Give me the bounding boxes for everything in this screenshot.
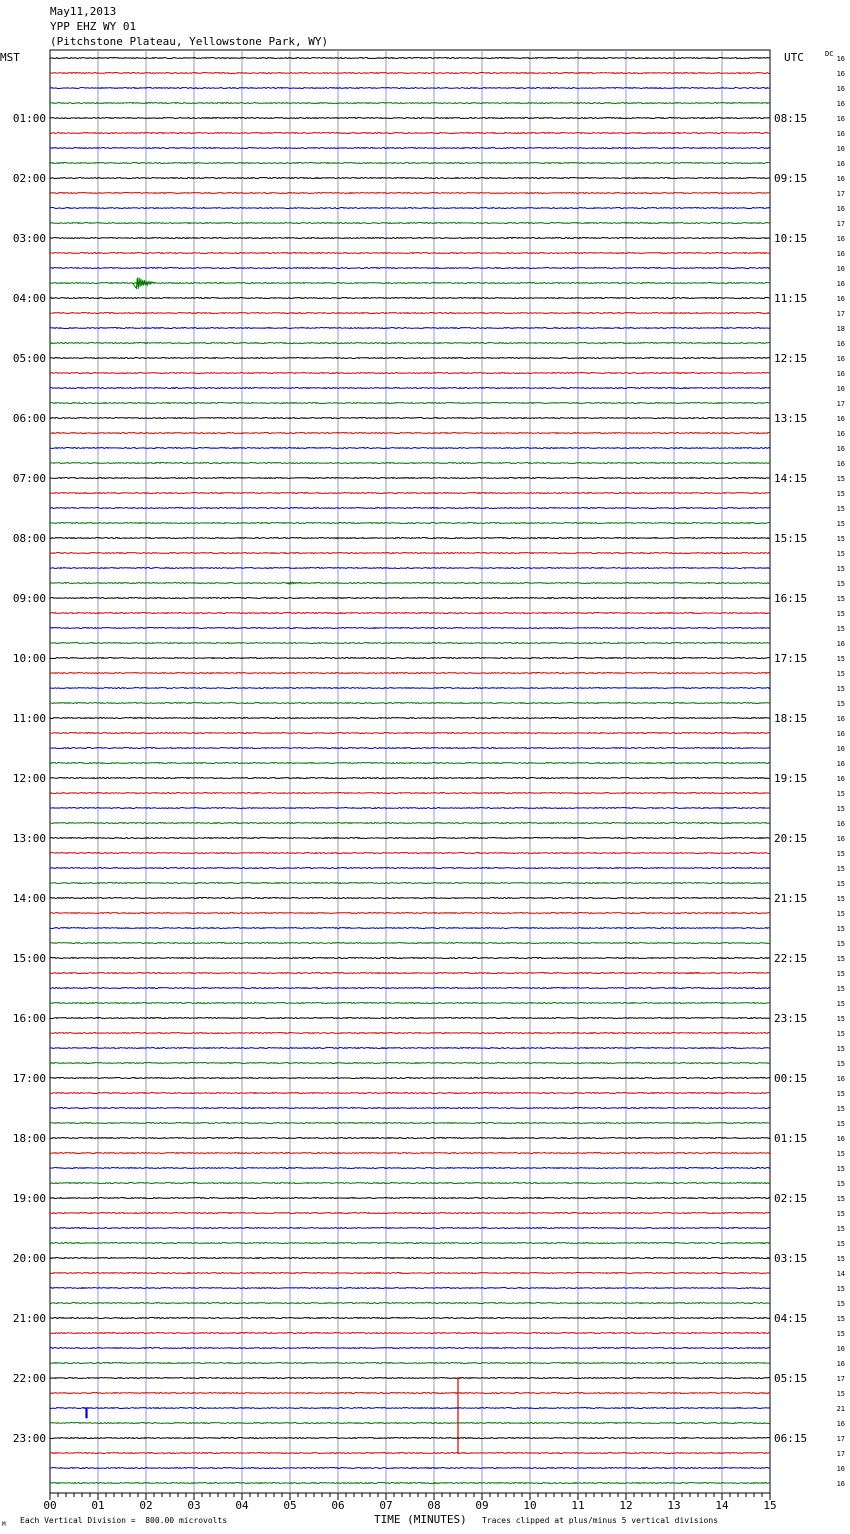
utc-hour-label: 03:15 xyxy=(774,1252,808,1265)
seismic-trace xyxy=(50,1317,770,1318)
dc-offset-value: 15 xyxy=(836,1180,845,1188)
seismic-trace xyxy=(50,1227,770,1228)
dc-offset-value: 16 xyxy=(836,730,845,738)
utc-hour-label: 05:15 xyxy=(774,1372,808,1385)
dc-offset-value: 15 xyxy=(836,685,845,693)
x-tick-label: 14 xyxy=(715,1499,729,1512)
dc-offset-value: 15 xyxy=(836,1315,845,1323)
seismic-trace xyxy=(50,372,770,373)
mst-hour-label: 11:00 xyxy=(12,712,46,725)
dc-offset-value: 16 xyxy=(836,1480,845,1488)
dc-offset-value: 16 xyxy=(836,820,845,828)
utc-hour-label: 19:15 xyxy=(774,772,808,785)
dc-offset-value: 15 xyxy=(836,955,845,963)
seismic-trace xyxy=(50,132,770,133)
x-tick-label: 12 xyxy=(619,1499,633,1512)
seismic-trace xyxy=(50,852,770,853)
dc-offset-value: 16 xyxy=(836,160,845,168)
x-tick-label: 07 xyxy=(379,1499,393,1512)
seismic-trace xyxy=(50,147,770,148)
seismic-trace xyxy=(50,1362,770,1363)
seismic-trace xyxy=(50,627,770,628)
seismic-trace xyxy=(50,1407,770,1408)
x-tick-label: 08 xyxy=(427,1499,441,1512)
dc-offset-value: 15 xyxy=(836,1120,845,1128)
dc-offset-value: 15 xyxy=(836,1105,845,1113)
seismic-trace xyxy=(50,1452,770,1453)
utc-hour-label: 02:15 xyxy=(774,1192,808,1205)
x-tick-label: 01 xyxy=(91,1499,105,1512)
seismic-trace xyxy=(50,882,770,883)
dc-offset-value: 16 xyxy=(836,1420,845,1428)
dc-offset-value: 15 xyxy=(836,1030,845,1038)
dc-offset-value: 16 xyxy=(836,1465,845,1473)
dc-offset-value: 17 xyxy=(836,1435,845,1443)
dc-offset-value: 15 xyxy=(836,475,845,483)
dc-offset-value: 16 xyxy=(836,835,845,843)
dc-offset-value: 15 xyxy=(836,595,845,603)
seismic-trace xyxy=(50,1092,770,1093)
seismic-trace xyxy=(50,867,770,868)
dc-offset-value: 15 xyxy=(836,940,845,948)
dc-offset-value: 17 xyxy=(836,220,845,228)
seismic-trace xyxy=(50,162,770,163)
x-tick-label: 03 xyxy=(187,1499,201,1512)
seismic-trace xyxy=(50,222,770,223)
seismic-trace xyxy=(50,687,770,688)
dc-offset-value: 15 xyxy=(836,1195,845,1203)
seismic-trace xyxy=(50,1422,770,1423)
dc-offset-value: 15 xyxy=(836,1390,845,1398)
x-tick-label: 00 xyxy=(43,1499,57,1512)
utc-hour-label: 13:15 xyxy=(774,412,808,425)
dc-offset-value: 15 xyxy=(836,580,845,588)
seismic-trace xyxy=(50,1392,770,1393)
dc-offset-value: 16 xyxy=(836,265,845,273)
seismic-trace xyxy=(50,657,770,658)
dc-offset-value: 15 xyxy=(836,910,845,918)
dc-offset-value: 18 xyxy=(836,325,845,333)
dc-offset-value: 16 xyxy=(836,175,845,183)
seismic-trace xyxy=(50,207,770,208)
utc-hour-label: 16:15 xyxy=(774,592,808,605)
mst-hour-label: 13:00 xyxy=(12,832,46,845)
dc-offset-value: 15 xyxy=(836,535,845,543)
dc-offset-value: 15 xyxy=(836,505,845,513)
seismic-trace xyxy=(50,1467,770,1468)
utc-hour-label: 21:15 xyxy=(774,892,808,905)
seismic-trace xyxy=(50,717,770,718)
seismic-trace xyxy=(50,237,770,238)
dc-offset-value: 15 xyxy=(836,1150,845,1158)
seismic-trace xyxy=(50,252,770,253)
dc-offset-value: 16 xyxy=(836,415,845,423)
dc-offset-value: 16 xyxy=(836,340,845,348)
x-tick-label: 09 xyxy=(475,1499,489,1512)
dc-offset-value: 15 xyxy=(836,1090,845,1098)
dc-offset-value: 16 xyxy=(836,430,845,438)
mst-hour-label: 09:00 xyxy=(12,592,46,605)
seismic-trace xyxy=(50,837,770,838)
mst-hour-label: 01:00 xyxy=(12,112,46,125)
seismic-trace xyxy=(50,1152,770,1153)
dc-offset-value: 16 xyxy=(836,775,845,783)
utc-hour-label: 06:15 xyxy=(774,1432,808,1445)
dc-offset-value: 15 xyxy=(836,520,845,528)
seismic-trace xyxy=(50,1482,770,1483)
dc-offset-value: 16 xyxy=(836,1075,845,1083)
dc-offset-value: 15 xyxy=(836,1000,845,1008)
dc-offset-value: 17 xyxy=(836,1450,845,1458)
seismic-trace xyxy=(50,702,770,703)
seismic-trace xyxy=(50,387,770,388)
seismic-trace xyxy=(50,297,770,298)
seismic-trace xyxy=(50,87,770,88)
seismic-trace xyxy=(50,1272,770,1273)
utc-hour-label: 04:15 xyxy=(774,1312,808,1325)
seismic-trace xyxy=(50,1287,770,1288)
seismic-trace xyxy=(50,117,770,118)
left-timezone-label: MST xyxy=(0,51,20,64)
dc-offset-value: 15 xyxy=(836,610,845,618)
x-tick-label: 06 xyxy=(331,1499,345,1512)
seismic-trace xyxy=(50,492,770,493)
axis-label-group xyxy=(13,55,845,1512)
dc-offset-value: 16 xyxy=(836,280,845,288)
dc-offset-value: 15 xyxy=(836,895,845,903)
utc-hour-label: 17:15 xyxy=(774,652,808,665)
dc-offset-value: 15 xyxy=(836,1285,845,1293)
dc-offset-value: 15 xyxy=(836,790,845,798)
seismic-trace xyxy=(50,507,770,508)
dc-offset-value: 16 xyxy=(836,250,845,258)
station-location: (Pitchstone Plateau, Yellowstone Park, WY) xyxy=(50,35,329,48)
seismic-trace xyxy=(50,1242,770,1243)
dc-offset-value: 15 xyxy=(836,625,845,633)
x-tick-label: 10 xyxy=(523,1499,537,1512)
seismic-trace xyxy=(50,462,770,463)
seismic-trace xyxy=(50,567,770,568)
seismic-trace xyxy=(50,762,770,763)
utc-hour-label: 08:15 xyxy=(774,112,808,125)
seismic-trace xyxy=(50,402,770,403)
seismic-trace xyxy=(50,1077,770,1078)
dc-offset-value: 15 xyxy=(836,865,845,873)
utc-hour-label: 00:15 xyxy=(774,1072,808,1085)
seismic-trace xyxy=(50,1047,770,1048)
seismic-trace xyxy=(50,912,770,913)
station-code: YPP EHZ WY 01 xyxy=(50,20,137,33)
mst-hour-label: 22:00 xyxy=(12,1372,46,1385)
dc-offset-value: 15 xyxy=(836,985,845,993)
corner-mark: M xyxy=(2,1521,6,1528)
seismic-trace xyxy=(50,747,770,748)
dc-offset-value: 14 xyxy=(836,1270,845,1278)
dc-offset-value: 16 xyxy=(836,85,845,93)
seismic-trace xyxy=(50,447,770,448)
dc-offset-value: 16 xyxy=(836,115,845,123)
dc-offset-value: 17 xyxy=(836,190,845,198)
seismic-trace xyxy=(50,1017,770,1018)
dc-offset-value: 15 xyxy=(836,1045,845,1053)
utc-hour-label: 01:15 xyxy=(774,1132,808,1145)
seismic-trace xyxy=(50,342,770,343)
utc-hour-label: 20:15 xyxy=(774,832,808,845)
x-tick-label: 05 xyxy=(283,1499,297,1512)
mst-hour-label: 20:00 xyxy=(12,1252,46,1265)
mst-hour-label: 05:00 xyxy=(12,352,46,365)
dc-offset-value: 15 xyxy=(836,490,845,498)
seismic-trace xyxy=(50,1002,770,1003)
seismic-trace xyxy=(50,1347,770,1348)
dc-offset-value: 15 xyxy=(836,1330,845,1338)
seismic-trace xyxy=(50,732,770,733)
dc-offset-value: 15 xyxy=(836,850,845,858)
mst-hour-label: 03:00 xyxy=(12,232,46,245)
mst-hour-label: 08:00 xyxy=(12,532,46,545)
seismic-trace xyxy=(50,312,770,313)
seismic-trace xyxy=(50,282,770,283)
utc-hour-label: 22:15 xyxy=(774,952,808,965)
seismic-trace xyxy=(50,822,770,823)
utc-hour-label: 10:15 xyxy=(774,232,808,245)
plot-frame xyxy=(50,50,770,1493)
seismic-trace xyxy=(50,552,770,553)
dc-offset-value: 15 xyxy=(836,1255,845,1263)
utc-hour-label: 18:15 xyxy=(774,712,808,725)
event-step xyxy=(83,1408,87,1418)
utc-hour-label: 11:15 xyxy=(774,292,808,305)
seismic-trace xyxy=(50,537,770,538)
dc-offset-value: 15 xyxy=(836,1165,845,1173)
seismic-trace xyxy=(50,327,770,328)
mst-hour-label: 06:00 xyxy=(12,412,46,425)
seismic-trace xyxy=(50,1122,770,1123)
x-tick-label: 04 xyxy=(235,1499,249,1512)
seismic-trace xyxy=(50,72,770,73)
dc-offset-value: 16 xyxy=(836,235,845,243)
seismic-trace xyxy=(50,897,770,898)
dc-offset-value: 15 xyxy=(836,880,845,888)
dc-offset-value: 15 xyxy=(836,550,845,558)
dc-offset-value: 17 xyxy=(836,1375,845,1383)
dc-offset-value: 15 xyxy=(836,670,845,678)
seismic-trace xyxy=(50,792,770,793)
mst-hour-label: 14:00 xyxy=(12,892,46,905)
seismic-trace xyxy=(50,957,770,958)
seismic-trace xyxy=(50,777,770,778)
seismic-trace xyxy=(50,642,770,643)
seismic-trace xyxy=(50,177,770,178)
dc-offset-value: 15 xyxy=(836,970,845,978)
dc-offset-value: 16 xyxy=(836,205,845,213)
dc-offset-value: 17 xyxy=(836,400,845,408)
utc-hour-label: 23:15 xyxy=(774,1012,808,1025)
dc-offset-value: 15 xyxy=(836,1240,845,1248)
seismic-trace xyxy=(50,1437,770,1438)
utc-hour-label: 09:15 xyxy=(774,172,808,185)
seismic-trace xyxy=(50,1377,770,1378)
mst-hour-label: 10:00 xyxy=(12,652,46,665)
dc-offset-value: 16 xyxy=(836,760,845,768)
seismic-trace xyxy=(50,1212,770,1213)
mst-hour-label: 15:00 xyxy=(12,952,46,965)
dc-offset-value: 15 xyxy=(836,565,845,573)
seismic-trace xyxy=(50,357,770,358)
clip-note: Traces clipped at plus/minus 5 vertical divisions xyxy=(482,1516,719,1525)
dc-offset-value: 17 xyxy=(836,310,845,318)
seismic-trace xyxy=(50,1182,770,1183)
seismic-trace xyxy=(50,102,770,103)
dc-offset-value: 15 xyxy=(836,925,845,933)
mst-hour-label: 12:00 xyxy=(12,772,46,785)
seismic-trace xyxy=(50,942,770,943)
utc-hour-label: 15:15 xyxy=(774,532,808,545)
mst-hour-label: 16:00 xyxy=(12,1012,46,1025)
seismic-trace xyxy=(50,1167,770,1168)
x-tick-label: 02 xyxy=(139,1499,153,1512)
seismic-trace xyxy=(50,522,770,523)
seismic-trace xyxy=(50,612,770,613)
seismic-trace xyxy=(50,192,770,193)
seismic-trace xyxy=(50,927,770,928)
dc-offset-value: 15 xyxy=(836,1300,845,1308)
x-tick-label: 13 xyxy=(667,1499,681,1512)
dc-offset-value: 16 xyxy=(836,295,845,303)
dc-offset-value: 15 xyxy=(836,1015,845,1023)
x-tick-label: 11 xyxy=(571,1499,585,1512)
dc-offset-value: 15 xyxy=(836,805,845,813)
seismic-trace xyxy=(50,582,770,583)
mst-hour-label: 07:00 xyxy=(12,472,46,485)
dc-offset-value: 16 xyxy=(836,130,845,138)
seismic-trace xyxy=(50,417,770,418)
dc-offset-value: 16 xyxy=(836,145,845,153)
seismic-trace xyxy=(50,1107,770,1108)
mst-hour-label: 19:00 xyxy=(12,1192,46,1205)
scale-note: Each Vertical Division = 800.00 microvolts xyxy=(20,1516,228,1525)
seismic-trace xyxy=(50,987,770,988)
seismic-trace xyxy=(50,57,770,58)
seismic-trace xyxy=(50,1257,770,1258)
seismic-trace xyxy=(50,432,770,433)
dc-offset-value: 15 xyxy=(836,1060,845,1068)
seismic-trace xyxy=(50,1302,770,1303)
mst-hour-label: 23:00 xyxy=(12,1432,46,1445)
dc-offset-value: 16 xyxy=(836,715,845,723)
dc-offset-value: 16 xyxy=(836,1345,845,1353)
seismic-trace xyxy=(50,597,770,598)
seismic-trace xyxy=(50,972,770,973)
dc-offset-value: 16 xyxy=(836,745,845,753)
seismic-trace xyxy=(50,267,770,268)
dc-offset-value: 16 xyxy=(836,1360,845,1368)
dc-offset-value: 16 xyxy=(836,100,845,108)
dc-label: DC xyxy=(825,50,834,58)
mst-hour-label: 02:00 xyxy=(12,172,46,185)
dc-offset-value: 21 xyxy=(836,1405,845,1413)
dc-offset-value: 16 xyxy=(836,1135,845,1143)
dc-offset-value: 15 xyxy=(836,1225,845,1233)
seismic-trace xyxy=(50,807,770,808)
seismic-trace xyxy=(50,1137,770,1138)
utc-hour-label: 12:15 xyxy=(774,352,808,365)
dc-offset-value: 15 xyxy=(836,655,845,663)
seismic-trace xyxy=(50,1197,770,1198)
mst-hour-label: 21:00 xyxy=(12,1312,46,1325)
mst-hour-label: 18:00 xyxy=(12,1132,46,1145)
dc-offset-value: 16 xyxy=(836,640,845,648)
seismic-trace xyxy=(50,1332,770,1333)
trace-group xyxy=(50,57,770,1483)
dc-offset-value: 16 xyxy=(836,445,845,453)
mst-hour-label: 17:00 xyxy=(12,1072,46,1085)
utc-hour-label: 14:15 xyxy=(774,472,808,485)
x-tick-label: 15 xyxy=(763,1499,777,1512)
seismic-trace xyxy=(50,477,770,478)
seismic-trace xyxy=(50,672,770,673)
dc-offset-value: 16 xyxy=(836,355,845,363)
dc-offset-value: 15 xyxy=(836,700,845,708)
dc-offset-value: 16 xyxy=(836,55,845,63)
chart-date: May11,2013 xyxy=(50,5,117,18)
dc-offset-value: 16 xyxy=(836,370,845,378)
mst-hour-label: 04:00 xyxy=(12,292,46,305)
dc-offset-value: 16 xyxy=(836,460,845,468)
seismic-trace xyxy=(50,1062,770,1063)
seismic-trace xyxy=(50,1032,770,1033)
dc-offset-value: 16 xyxy=(836,70,845,78)
dc-offset-value: 15 xyxy=(836,1210,845,1218)
x-axis-title: TIME (MINUTES) xyxy=(374,1513,467,1526)
right-timezone-label: UTC xyxy=(784,51,804,64)
dc-offset-value: 16 xyxy=(836,385,845,393)
